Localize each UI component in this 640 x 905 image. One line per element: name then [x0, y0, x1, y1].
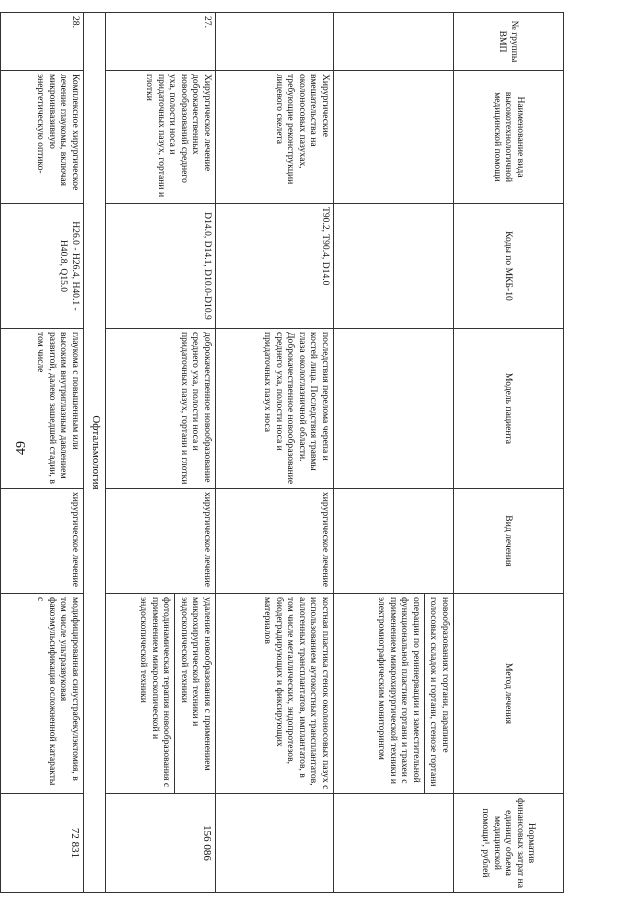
header-num: № группы ВМП — [454, 13, 564, 71]
cell-name: Хирургическое лечение доброкачественных новообразований среднего уха, полости носа и придаточных пазух, гортани и глотки — [106, 71, 216, 204]
cell-method — [334, 594, 454, 794]
cell-model: последствия перелома черепа и костей лица. Последствия травмы глаза окологлазничной области. Доброкачественное новообразование среднего уха, полости носа и придаточных пазух носа — [216, 329, 334, 489]
method-text: фотодинамическая терапия новообразования с применением микроскопической и эндоскопической техники — [138, 594, 176, 793]
method-text: операции по реиннервации и заместительной функциональной пластике гортани и трахеи с применением микрохирургической техники и электромиографическим мониторингом — [376, 594, 425, 793]
cell-codes — [334, 204, 454, 329]
header-model: Модель пациента — [454, 329, 564, 489]
cell-method: модифицированная синустрабекулэктомия, в том числе ультразвуковая факоэмульсификация осложненной катаракты с — [1, 594, 84, 794]
table-row — [106, 13, 216, 893]
cell-model: доброкачественное новообразование среднего уха, полости носа и придаточных пазух, гортани и глотки — [106, 329, 216, 489]
table-row — [216, 13, 334, 893]
table-row — [334, 13, 454, 893]
cell-codes: D14.0, D14.1, D10.0-D10.9 — [106, 204, 216, 329]
cell-codes: H26.0 - H26.4, H40.1 - H40.8, Q15.0 — [1, 204, 84, 329]
cell-type — [334, 489, 454, 594]
cell-norm: 156 086 — [106, 794, 216, 893]
header-norm: Норматив финансовых затрат на единицу объема медицинской помощи¹, рублей — [454, 794, 564, 893]
cell-type: хирургическое лечение — [1, 489, 84, 594]
section-row — [84, 13, 106, 893]
cell-norm — [216, 794, 334, 893]
cell-num — [216, 13, 334, 71]
cell-model: глаукома с повышенным или высоким внутриглазным давлением развитой, далеко зашедшей стадии, в том числе — [1, 329, 84, 489]
table-header-row — [454, 13, 564, 893]
header-name: Наименование вида высокотехнологичной медицинской помощи — [454, 71, 564, 204]
cell-num: 28. — [1, 13, 84, 71]
cell-type: хирургическое лечение — [106, 489, 216, 594]
cell-num: 27. — [106, 13, 216, 71]
cell-method — [106, 594, 216, 794]
cell-norm — [334, 794, 454, 893]
method-text: новообразованиях гортани, парапинге голосовых складок и гортани, стенозе гортани — [428, 597, 451, 787]
cell-norm: 72 831 — [1, 794, 84, 893]
cell-name — [334, 71, 454, 204]
table-row — [1, 13, 84, 893]
cell-codes: T90.2, T90.4, D14.0 — [216, 204, 334, 329]
cell-name: Хирургические вмешательства на околоносовых пазухах, требующие реконструкции лицевого скелета — [216, 71, 334, 204]
header-type: Вид лечения — [454, 489, 564, 594]
header-method: Метод лечения — [454, 594, 564, 794]
cell-method: костная пластика стенок околоносовых пазух с использованием аутокостных трансплантатов, аллогенных трансплантатов, имплантатов, в том числе металлических, эндопротезов, биодеградирующих и фиксирующих материалов — [216, 594, 334, 794]
section-title: Офтальмология — [84, 13, 106, 893]
cell-type: хирургическое лечение — [216, 489, 334, 594]
cell-model — [334, 329, 454, 489]
method-text: удаление новообразования с применением микрохирургической техники и эндоскопической техники — [179, 597, 213, 771]
vmp-table — [0, 12, 564, 893]
cell-num — [334, 13, 454, 71]
header-codes: Коды по МКБ-10 — [454, 204, 564, 329]
cell-name: Комплексное хирургическое лечение глаукомы, включая микроинвазивную энергетическую оптико- — [1, 71, 84, 204]
page-number: 49 — [14, 441, 29, 455]
